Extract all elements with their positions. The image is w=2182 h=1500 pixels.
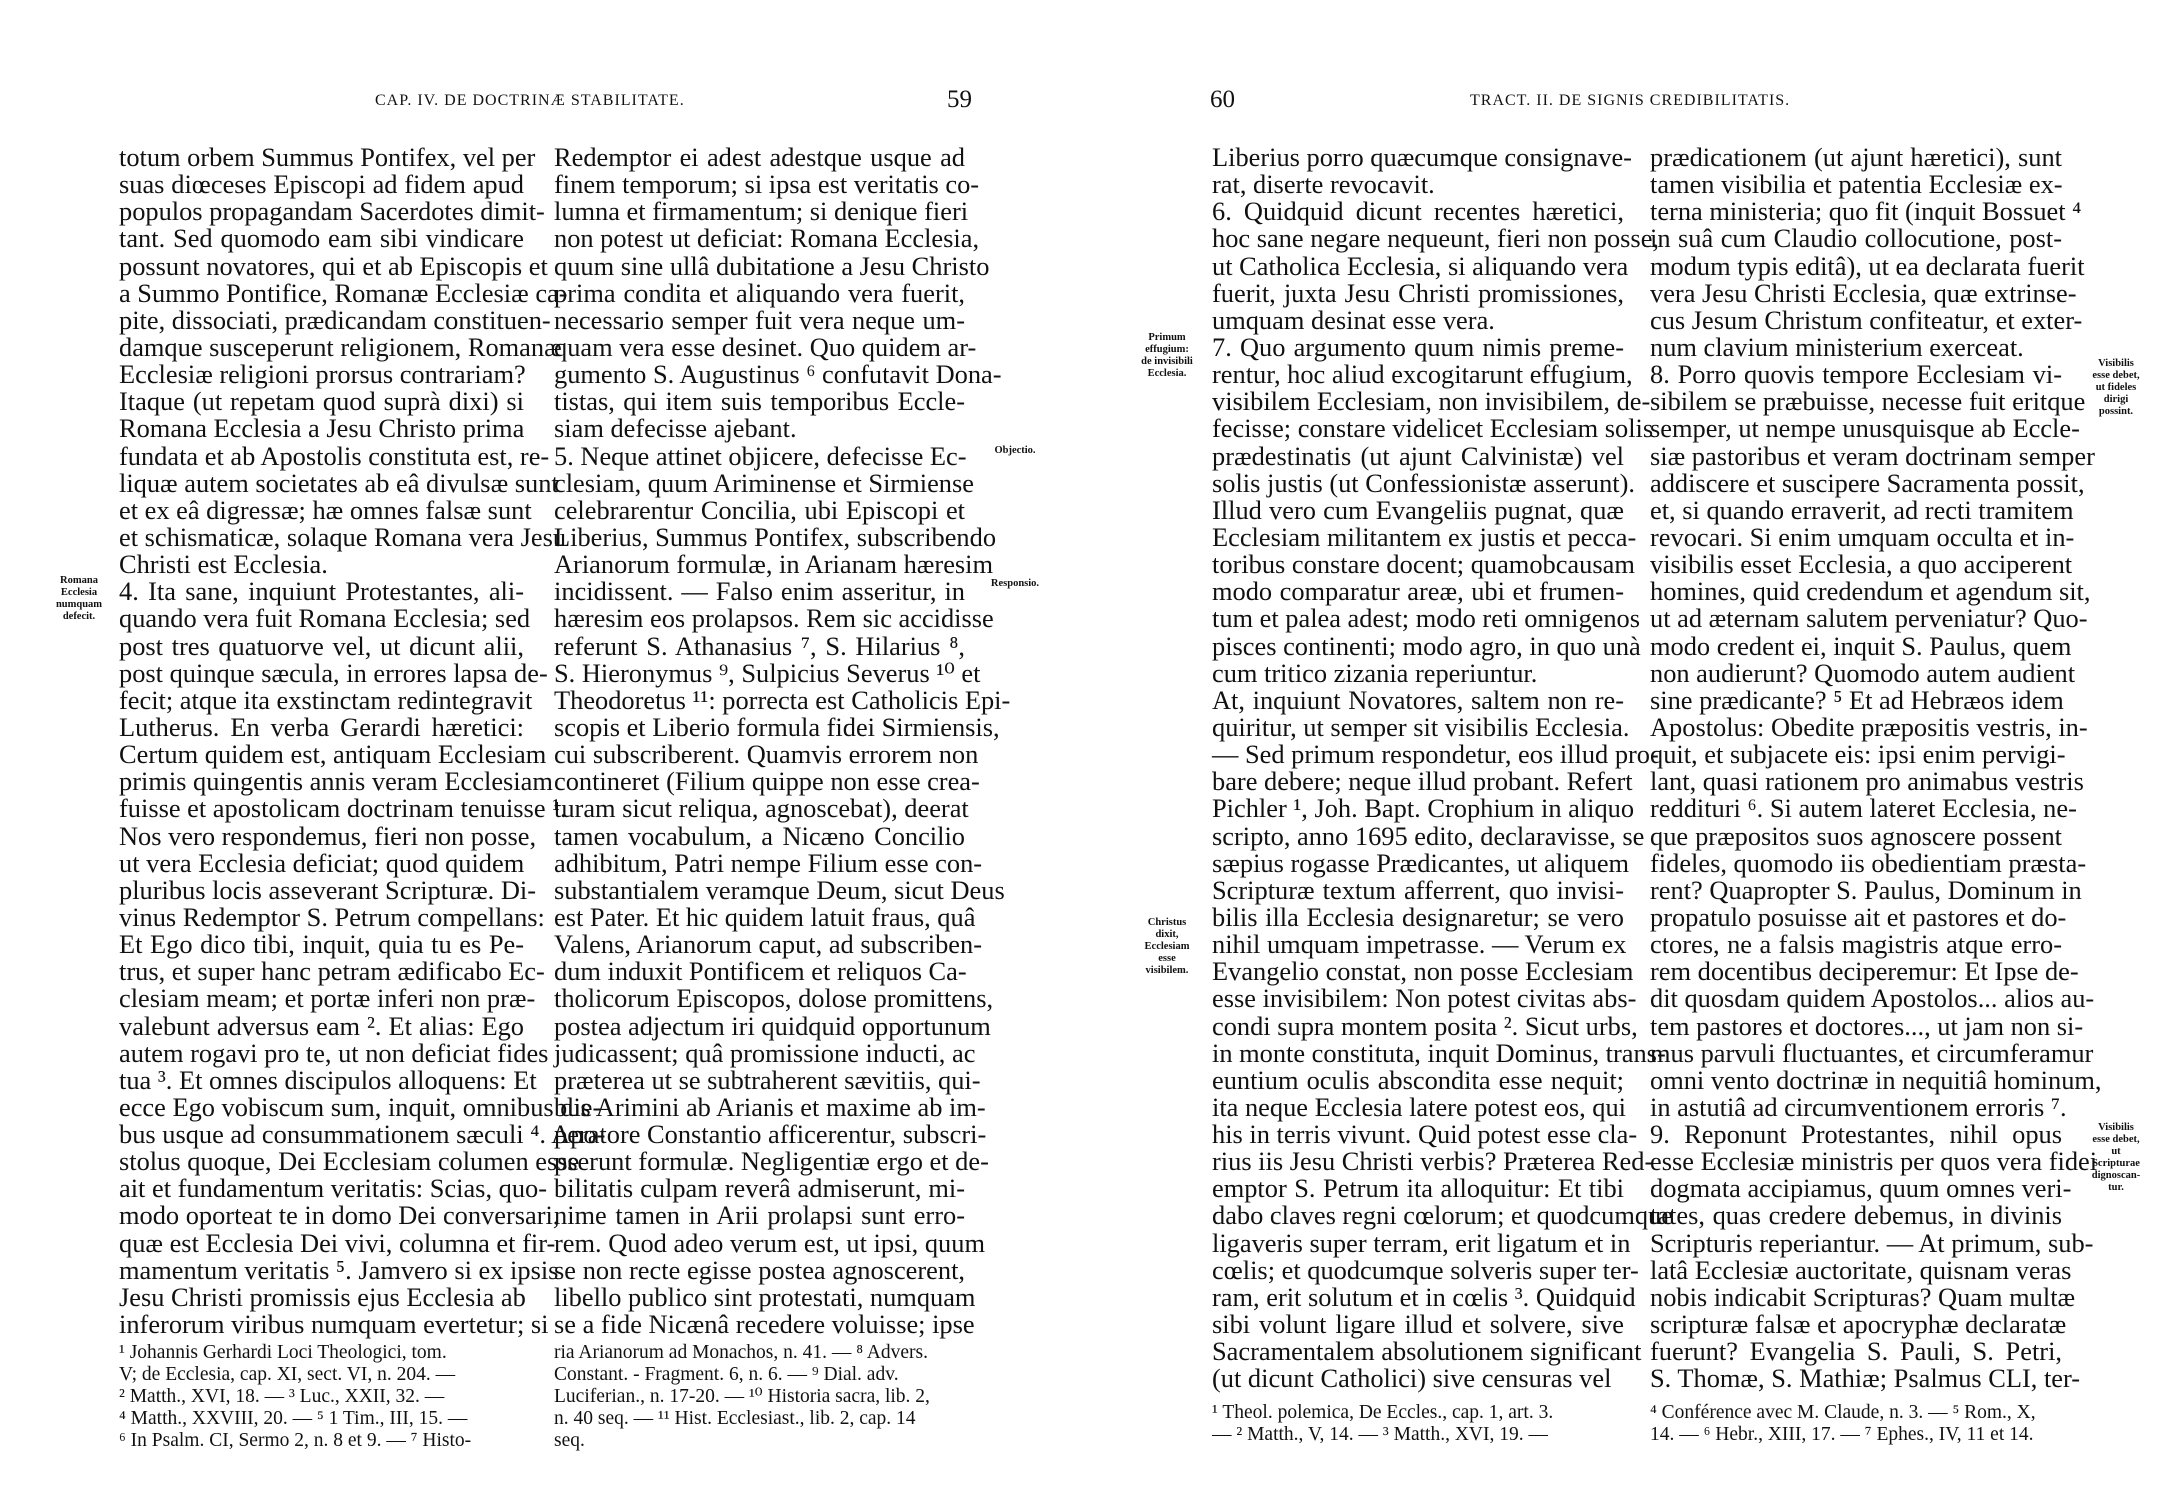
text-line: damque susceperunt religionem, Romanæ	[119, 331, 562, 362]
text-line: Liberius porro quæcumque consignave-	[1212, 142, 1632, 172]
text-line: Evangelio constat, non posse Ecclesiam	[1212, 956, 1634, 987]
text-line: ⁴ Conférence avec M. Claude, n. 3. — ⁵ Rom., X,	[1650, 1402, 2036, 1423]
text-line: in suâ cum Claudio collocutione, post-	[1650, 223, 2062, 254]
text-line: Certum quidem est, antiquam Ecclesiam	[119, 739, 547, 770]
text-line: judicassent; quâ promissione inducti, ac	[554, 1037, 976, 1068]
text-line: quam vera esse desinet. Quo quidem ar-	[554, 331, 977, 362]
text-line: ut vera Ecclesia deficiat; quod quidem	[119, 847, 525, 878]
text-line: liquæ autem societates ab eâ divulsæ sunt	[119, 467, 559, 498]
text-line: euntium oculis abscondita esse nequit;	[1212, 1064, 1624, 1095]
text-line: cui subscriberent. Quamvis errorem non	[554, 739, 979, 770]
left-running-header: CAP. IV. DE DOCTRINÆ STABILITATE.	[375, 92, 685, 109]
text-line: bilitatis culpam reverâ admiserunt, mi-	[554, 1173, 965, 1204]
text-line: cum tritico zizania reperiuntur.	[1212, 657, 1538, 688]
text-line: tum et palea adest; modo reti omnigenos	[1212, 603, 1641, 634]
text-line: esse invisibilem: Non potest civitas abs-	[1212, 983, 1637, 1014]
text-line: toribus constare docent; quamobcausam	[1212, 549, 1635, 580]
text-line: dit quosdam quidem Apostolos... alios au-	[1650, 983, 2095, 1014]
text-line: sæpius rogasse Prædicantes, ut aliquem	[1212, 847, 1630, 878]
text-line: omni vento doctrinæ in nequitiâ hominum,	[1650, 1064, 2102, 1095]
margin-note-visibilis-scripturae: Visibilis esse debet, ut Scripturae dignoscan- tur.	[2091, 1122, 2141, 1193]
text-line: post quinque sæcula, in errores lapsa de-	[119, 657, 548, 688]
text-line: necessario semper fuit vera neque um-	[554, 304, 965, 335]
left-footnotes-column-1	[119, 1342, 524, 1452]
text-line: 14. — ⁶ Hebr., XIII, 17. — ⁷ Ephes., IV, 11 et 14.	[1650, 1424, 2034, 1445]
margin-note-objectio: Objectio.	[994, 445, 1036, 456]
text-line: nime tamen in Arii prolapsi sunt erro-	[554, 1200, 965, 1231]
text-line: propatulo posuisse ait et pastores et do-	[1650, 901, 2067, 932]
text-line: n. 40 seq. — ¹¹ Hist. Ecclesiast., lib. 2, cap. 14	[554, 1408, 916, 1429]
text-line: quit, et subjacete eis: ipsi enim pervigi-	[1650, 739, 2066, 770]
text-line: pisces continenti; modo agro, in quo unà	[1212, 630, 1641, 661]
text-line: clesiam meam; et portæ inferi non præ-	[119, 983, 536, 1014]
text-line: rentur, hoc aliud excogitarunt effugium,	[1212, 359, 1633, 390]
text-line: postea adjectum iri quidquid opportunum	[554, 1010, 991, 1041]
text-line: Apostolus: Obedite præpositis vestris, in-	[1650, 711, 2088, 742]
text-line: hoc sane negare nequeunt, fieri non posse,	[1212, 223, 1660, 254]
text-line: modo oporteat te in domo Dei conversari,	[119, 1200, 560, 1231]
text-line: fuisse et apostolicam doctrinam tenuisse ¹.	[119, 793, 567, 824]
text-line: Arianorum formulæ, in Arianam hæresim	[554, 549, 994, 580]
text-line: possunt novatores, qui et ab Episcopis et	[119, 250, 548, 281]
text-line: siæ pastoribus et veram doctrinam semper	[1650, 440, 2095, 471]
text-line: Nos vero respondemus, fieri non posse,	[119, 820, 537, 851]
margin-note-primum-effugium: Primum effugium: de invisibili Ecclesia.	[1141, 332, 1193, 379]
text-line: fecisse; constare videlicet Ecclesiam solis	[1212, 413, 1654, 444]
text-line: Luciferian., n. 17-20. — ¹⁰ Historia sacra, lib. 2,	[554, 1386, 930, 1407]
text-line: modo credent ei, inquit S. Paulus, quem	[1650, 630, 2072, 661]
text-line: dabo claves regni cœlorum; et quodcumque	[1212, 1200, 1673, 1231]
text-line: que præpositos suos agnoscere possent	[1650, 820, 2062, 851]
text-line: et schismaticæ, solaque Romana vera Jesu	[119, 521, 567, 552]
text-line: reddituri ⁶. Si autem lateret Ecclesia, ne-	[1650, 793, 2077, 824]
text-line: turam sicut reliqua, agnoscebat), deerat	[554, 793, 969, 824]
text-line: Sacramentalem absolutionem significant	[1212, 1336, 1642, 1367]
text-line: prima condita et aliquando vera fuerit,	[554, 277, 965, 308]
text-line: tamen vocabulum, a Nicæno Concilio	[554, 820, 965, 851]
text-line: rius iis Jesu Christi verbis? Præterea Red-	[1212, 1146, 1654, 1177]
text-line: sine prædicante? ⁵ Et ad Hebræos idem	[1650, 684, 2064, 715]
text-line: post tres quatuorve vel, ut dicunt alii,	[119, 630, 524, 661]
text-line: tates, quas credere debemus, in divinis	[1650, 1200, 2062, 1231]
text-line: nobis indicabit Scripturas? Quam multæ	[1650, 1281, 2076, 1312]
text-line: 8. Porro quovis tempore Ecclesiam vi-	[1650, 359, 2062, 390]
text-line: ⁶ In Psalm. CI, Sermo 2, n. 8 et 9. — ⁷ Histo-	[119, 1430, 472, 1451]
text-line: fuerunt? Evangelia S. Pauli, S. Petri,	[1650, 1336, 2062, 1367]
text-line: ecce Ego vobiscum sum, inquit, omnibus die-	[119, 1091, 602, 1122]
text-line: Scripturæ textum afferrent, quo invisi-	[1212, 874, 1624, 905]
text-line: tant. Sed quomodo eam sibi vindicare	[119, 223, 524, 254]
text-line: 5. Neque attinet objicere, defecisse Ec-	[554, 440, 967, 471]
text-line: ligaveris super terram, erit ligatum et in	[1212, 1227, 1631, 1258]
text-line: substantialem veramque Deum, sicut Deus	[554, 874, 1005, 905]
left-footnotes-column-2	[554, 1342, 965, 1452]
text-line: peratore Constantio afficerentur, subscri-	[554, 1119, 987, 1150]
right-footnotes-column-2	[1650, 1402, 2062, 1446]
text-line: ait et fundamentum veritatis: Scias, quo-	[119, 1173, 548, 1204]
text-line: Pichler ¹, Joh. Bapt. Crophium in aliquo	[1212, 793, 1635, 824]
text-line: ⁴ Matth., XXVIII, 20. — ⁵ 1 Tim., III, 15. —	[119, 1408, 468, 1429]
margin-note-visibilis-fideles: Visibilis esse debet, ut fideles dirigi possint.	[2092, 358, 2140, 417]
text-line: tholicorum Episcopos, dolose promittens,	[554, 983, 994, 1014]
text-line: ut ad æternam salutem perveniatur? Quo-	[1650, 603, 2088, 634]
text-line: hæresim eos prolapsos. Rem sic accidisse	[554, 603, 994, 634]
text-line: At, inquiunt Novatores, saltem non re-	[1212, 684, 1624, 715]
text-line: visibilis esset Ecclesia, a quo acciperent	[1650, 549, 2073, 580]
text-line: modo comparatur areæ, ubi et frumen-	[1212, 576, 1624, 607]
text-line: tamen visibilia et patentia Ecclesiæ ex-	[1650, 169, 2063, 200]
text-line: terna ministeria; quo fit (inquit Bossuet ⁴	[1650, 196, 2082, 227]
margin-note-christus-dixit: Christus dixit, Ecclesiam esse visibilem.	[1144, 917, 1190, 976]
text-line: Valens, Arianorum caput, ad subscriben-	[554, 929, 982, 960]
text-line: — Sed primum respondetur, eos illud pro-	[1212, 739, 1659, 770]
text-line: Lutherus. En verba Gerardi hæretici:	[119, 711, 524, 742]
text-line: 9. Reponunt Protestantes, nihil opus	[1650, 1119, 2062, 1150]
text-line: totum orbem Summus Pontifex, vel per	[119, 142, 536, 172]
text-line: Christi est Ecclesia.	[119, 549, 328, 580]
text-line: est Pater. Et hic quidem latuit fraus, quâ	[554, 901, 976, 932]
text-line: (ut dicunt Catholici) sive censuras vel	[1212, 1363, 1612, 1394]
text-line: scripturæ falsæ et apocryphæ declaratæ	[1650, 1309, 2067, 1340]
text-line: fecit; atque ita exstinctam redintegravit	[119, 684, 533, 715]
text-line: mus parvuli fluctuantes, et circumferamur	[1650, 1037, 2094, 1068]
text-line: ut Catholica Ecclesia, si aliquando vera	[1212, 250, 1629, 281]
text-line: cus Jesum Christum confiteatur, et exter-	[1650, 304, 2083, 335]
text-line: prædestinatis (ut ajunt Calvinistæ) vel	[1212, 440, 1624, 471]
text-line: semper, ut nempe unusquisque ab Eccle-	[1650, 413, 2080, 444]
left-page-number: 59	[947, 86, 972, 113]
text-line: Redemptor ei adest adestque usque ad	[554, 142, 965, 172]
text-line: 6. Quidquid dicunt recentes hæretici,	[1212, 196, 1624, 227]
text-line: seq.	[554, 1430, 585, 1451]
right-page-column-1	[1212, 142, 1673, 1394]
text-line: ² Matth., XVI, 18. — ³ Luc., XXII, 32. —	[119, 1386, 445, 1407]
text-line: Constant. - Fragment. 6, n. 6. — ⁹ Dial. adv.	[554, 1364, 899, 1385]
text-line: finem temporum; si ipsa est veritatis co-	[554, 169, 980, 200]
text-line: sibi volunt ligare illud et solvere, sive	[1212, 1309, 1624, 1340]
text-line: bare debere; neque illud probant. Refert	[1212, 766, 1633, 797]
text-line: non potest ut deficiat: Romana Ecclesia,	[554, 223, 980, 254]
text-line: latâ Ecclesiæ auctoritate, quisnam veras	[1650, 1254, 2072, 1285]
text-line: Scripturis reperiantur. — At primum, sub-	[1650, 1227, 2094, 1258]
text-line: dogmata accipiamus, quum omnes veri-	[1650, 1173, 2072, 1204]
text-line: vera Jesu Christi Ecclesia, quæ extrinse-	[1650, 277, 2077, 308]
text-line: nihil umquam impetrasse. — Verum ex	[1212, 929, 1627, 960]
margin-note-responsio: Responsio.	[990, 578, 1040, 589]
text-line: Liberius, Summus Pontifex, subscribendo	[554, 521, 997, 552]
text-line: S. Hieronymus ⁹, Sulpicius Severus ¹⁰ et	[554, 657, 981, 688]
text-line: suas diœceses Episcopi ad fidem apud	[119, 169, 524, 200]
text-line: 7. Quo argumento quum nimis preme-	[1212, 331, 1624, 362]
text-line: revocari. Si enim umquam occulta et in-	[1650, 521, 2075, 552]
text-line: autem rogavi pro te, ut non deficiat fides	[119, 1037, 549, 1068]
text-line: referunt S. Athanasius ⁷, S. Hilarius ⁸,	[554, 630, 965, 661]
text-line: quæ est Ecclesia Dei vivi, columna et fir-	[119, 1227, 556, 1258]
text-line: Theodoretus ¹¹: porrecta est Catholicis Epi-	[554, 684, 1011, 715]
text-line: se non recte egisse postea agnoscerent,	[554, 1254, 965, 1285]
text-line: trus, et super hanc petram ædificabo Ec-	[119, 956, 545, 987]
text-line: lumna et firmamentum; si denique fieri	[554, 196, 969, 227]
text-line: rent? Quapropter S. Paulus, Dominum in	[1650, 874, 2082, 905]
text-line: mamentum veritatis ⁵. Jamvero si ex ipsis	[119, 1254, 559, 1285]
text-line: tem pastores et doctores..., ut jam non si-	[1650, 1010, 2084, 1041]
text-line: ¹ Johannis Gerhardi Loci Theologici, tom.	[119, 1342, 447, 1363]
text-line: dum induxit Pontificem et reliquos Ca-	[554, 956, 967, 987]
text-line: Illud vero cum Evangeliis pugnat, quæ	[1212, 494, 1624, 525]
text-line: fundata et ab Apostolis constituta est, re-	[119, 440, 550, 471]
text-line: valebunt adversus eam ². Et alias: Ego	[119, 1010, 524, 1041]
text-line: primis quingentis annis veram Ecclesiam	[119, 766, 553, 797]
text-line: num clavium ministerium exerceat.	[1650, 331, 2024, 362]
text-line: adhibitum, Patri nempe Filium esse con-	[554, 847, 983, 878]
text-line: et, si quando erraverit, ad recti tramitem	[1650, 494, 2074, 525]
text-line: — ² Matth., V, 14. — ³ Matth., XVI, 19. —	[1212, 1424, 1548, 1445]
text-line: 4. Ita sane, inquiunt Protestantes, ali-	[119, 576, 524, 607]
text-line: quando vera fuit Romana Ecclesia; sed	[119, 603, 531, 634]
text-line: S. Thomæ, S. Mathiæ; Psalmus CLI, ter-	[1650, 1363, 2081, 1394]
text-line: Ecclesiam militantem ex justis et pecca-	[1212, 521, 1637, 552]
text-line: modum typis editâ), ut ea declarata fuerit	[1650, 250, 2085, 281]
text-line: incidissent. — Falso enim asseritur, in	[554, 576, 965, 607]
text-line: bus Arimini ab Arianis et maxime ab im-	[554, 1091, 986, 1122]
text-line: scripto, anno 1695 edito, declaravisse, se	[1212, 820, 1645, 851]
text-line: præterea ut se subtraherent sævitiis, qui-	[554, 1064, 981, 1095]
text-line: rem. Quod adeo verum est, ut ipsi, quum	[554, 1227, 985, 1258]
text-line: Romana Ecclesia a Jesu Christo prima	[119, 413, 525, 444]
text-line: Jesu Christi promissis ejus Ecclesia ab	[119, 1281, 526, 1312]
text-line: tistas, qui item suis temporibus Eccle-	[554, 386, 965, 417]
text-line: umquam desinat esse vera.	[1212, 304, 1495, 335]
text-line: Et Ego dico tibi, inquit, quia tu es Pe-	[119, 929, 524, 960]
text-line: pluribus locis asseverant Scripturæ. Di-	[119, 874, 537, 905]
right-page-column-2	[1650, 142, 2102, 1394]
text-line: ctores, ne a falsis magistris atque erro-	[1650, 929, 2062, 960]
left-page-column-1	[119, 142, 606, 1340]
text-line: homines, quid credendum et agendum sit,	[1650, 576, 2091, 607]
text-line: ¹ Theol. polemica, De Eccles., cap. 1, art. 3.	[1212, 1402, 1554, 1423]
text-line: celebrarentur Concilia, ubi Episcopi et	[554, 494, 965, 525]
text-line: quum sine ullâ dubitatione a Jesu Christo	[554, 250, 990, 281]
text-line: ria Arianorum ad Monachos, n. 41. — ⁸ Advers.	[554, 1342, 928, 1363]
text-line: solis justis (ut Confessionistæ asserunt).	[1212, 467, 1635, 498]
text-line: non audierunt? Quomodo autem audient	[1650, 657, 2076, 688]
text-line: rat, diserte revocavit.	[1212, 169, 1435, 200]
text-line: lant, quasi rationem pro animabus vestris	[1650, 766, 2084, 797]
text-line: emptor S. Petrum ita alloquitur: Et tibi	[1212, 1173, 1624, 1204]
text-line: inferorum viribus numquam evertetur; si	[119, 1309, 549, 1340]
text-line: gumento S. Augustinus ⁶ confutavit Dona-	[554, 359, 1002, 390]
text-line: fuerit, juxta Jesu Christi promissiones,	[1212, 277, 1624, 308]
text-line: Itaque (ut repetam quod suprà dixi) si	[119, 386, 524, 417]
text-line: bus usque ad consummationem sæculi ⁴. Apo-	[119, 1119, 606, 1150]
text-line: ram, erit solutum et in cœlis ³. Quidquid	[1212, 1281, 1636, 1312]
text-line: pite, dissociati, prædicandam constituen-	[119, 304, 551, 335]
text-line: quiritur, ut semper sit visibilis Ecclesia.	[1212, 711, 1630, 742]
text-line: in astutiâ ad circumventionem erroris ⁷.	[1650, 1091, 2067, 1122]
text-line: V; de Ecclesia, cap. XI, sect. VI, n. 204. —	[119, 1364, 456, 1385]
text-line: esse Ecclesiæ ministris per quos vera fidei	[1650, 1146, 2098, 1177]
right-running-header: TRACT. II. DE SIGNIS CREDIBILITATIS.	[1470, 92, 1791, 109]
right-page-number: 60	[1210, 86, 1235, 113]
text-line: prædicationem (ut ajunt hæretici), sunt	[1650, 142, 2062, 172]
margin-note-romana-ecclesia: Romana Ecclesia numquam defecit.	[55, 575, 103, 622]
text-line: stolus quoque, Dei Ecclesiam columen esse	[119, 1146, 580, 1177]
text-line: Ecclesiæ religioni prorsus contrariam?	[119, 359, 526, 390]
text-line: sibilem se præbuisse, necesse fuit eritque	[1650, 386, 2086, 417]
text-line: vinus Redemptor S. Petrum compellans:	[119, 901, 545, 932]
text-line: contineret (Filium quippe non esse crea-	[554, 766, 980, 797]
text-line: condi supra montem posita ². Sicut urbs,	[1212, 1010, 1638, 1041]
text-line: siam defecisse ajebant.	[554, 413, 797, 444]
text-line: in monte constituta, inquit Dominus, trans-	[1212, 1037, 1666, 1068]
text-line: cœlis; et quodcumque solveris super ter-	[1212, 1254, 1639, 1285]
text-line: tua ³. Et omnes discipulos alloquens: Et	[119, 1064, 537, 1095]
text-line: addiscere et suscipere Sacramenta possit,	[1650, 467, 2085, 498]
text-line: pserunt formulæ. Negligentiæ ergo et de-	[554, 1146, 989, 1177]
text-line: se a fide Nicænâ recedere voluisse; ipse	[554, 1309, 975, 1340]
text-line: populos propagandam Sacerdotes dimit-	[119, 196, 545, 227]
text-line: fideles, quomodo iis obedientiam præsta-	[1650, 847, 2087, 878]
text-line: scopis et Liberio formula fidei Sirmiensis,	[554, 711, 1000, 742]
left-page-column-2	[554, 142, 1011, 1340]
text-line: ita neque Ecclesia latere potest eos, qui	[1212, 1091, 1627, 1122]
text-line: et ex eâ digressæ; hæ omnes falsæ sunt	[119, 494, 532, 525]
text-line: a Summo Pontifice, Romanæ Ecclesiæ ca-	[119, 277, 568, 308]
text-line: bilis illa Ecclesia designaretur; se vero	[1212, 901, 1624, 932]
right-footnotes-column-1	[1212, 1402, 1624, 1446]
text-line: visibilem Ecclesiam, non invisibilem, de-	[1212, 386, 1651, 417]
text-line: clesiam, quum Ariminense et Sirmiense	[554, 467, 974, 498]
text-line: libello publico sint protestati, numquam	[554, 1281, 976, 1312]
text-line: rem docentibus deciperemur: Et Ipse de-	[1650, 956, 2079, 987]
text-line: his in terris vivunt. Quid potest esse cla-	[1212, 1119, 1638, 1150]
